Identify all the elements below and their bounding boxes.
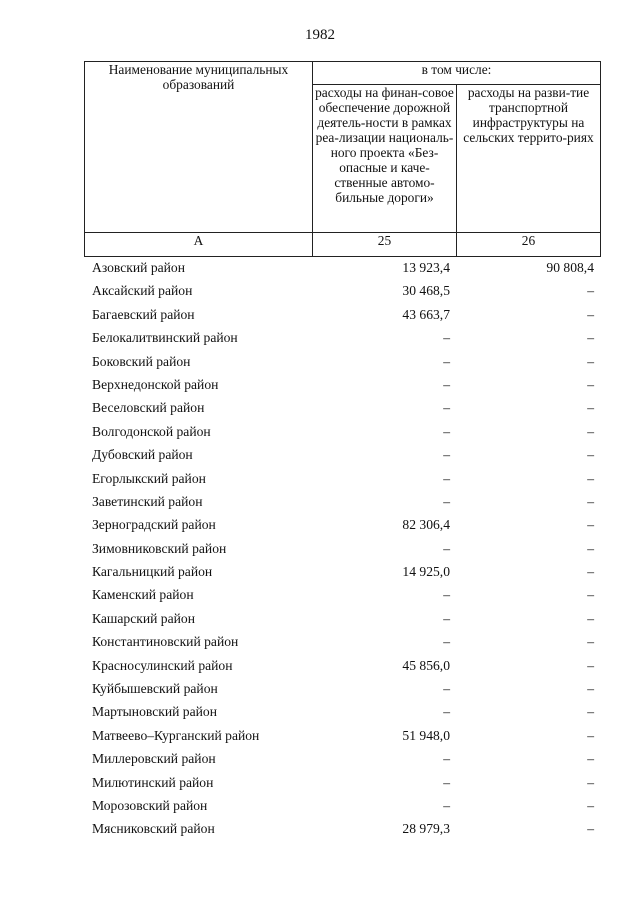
table-row [84,539,600,562]
table-header [84,61,601,257]
table-row [84,492,600,515]
row-value-25: – [443,470,450,486]
row-value-26: – [587,704,594,720]
row-value-25: – [443,376,450,392]
row-value-25: – [443,400,450,416]
row-name: Кашарский район [92,610,195,626]
table-row [84,819,600,842]
row-name: Матвеево–Курганский район [92,727,260,743]
row-value-26: – [587,657,594,673]
table-row [84,375,600,398]
row-value-26: – [587,470,594,486]
row-value-26: 90 808,4 [546,260,594,275]
row-value-25: – [443,797,450,813]
row-value-25: 45 856,0 [402,657,450,673]
table-row [84,328,600,351]
column-index-25: 25 [313,233,457,257]
row-value-25: 28 979,3 [402,821,450,837]
row-value-26: – [587,681,594,697]
table-row [84,749,600,772]
row-value-25: – [443,681,450,697]
row-value-25: – [443,634,450,650]
table-row [84,609,600,632]
row-name: Заветинский район [92,493,203,509]
table-row [84,562,600,585]
table-row [84,469,600,492]
row-value-26: – [587,751,594,767]
row-value-26: – [587,423,594,439]
row-name: Багаевский район [92,306,195,322]
row-name: Константиновский район [92,634,239,650]
column-group-header: в том числе: [313,62,601,85]
row-name: Веселовский район [92,400,205,416]
row-value-26: – [587,774,594,790]
table-row [84,632,600,655]
row-name: Милютинский район [92,774,214,790]
table-row [84,773,600,796]
row-value-25: – [443,353,450,369]
row-value-25: – [443,447,450,463]
table-row [84,585,600,608]
table-row [84,679,600,702]
table-row [84,515,600,538]
row-value-26: – [587,610,594,626]
row-name: Боковский район [92,353,191,369]
row-value-25: – [443,330,450,346]
table-row [84,796,600,819]
table-row [84,656,600,679]
row-name: Каменский район [92,587,194,603]
table-row [84,398,600,421]
row-value-25: – [443,751,450,767]
row-value-26: – [587,821,594,837]
row-value-26: – [587,564,594,580]
row-value-26: – [587,330,594,346]
row-value-26: – [587,283,594,299]
table-row [84,352,600,375]
row-name: Морозовский район [92,797,208,813]
row-value-25: – [443,704,450,720]
table-row [84,422,600,445]
row-value-26: – [587,376,594,392]
row-name: Мартыновский район [92,704,217,720]
row-name: Кагальницкий район [92,564,213,580]
row-name: Егорлыкский район [92,470,206,486]
row-value-25: 14 925,0 [402,564,450,580]
row-value-25: – [443,774,450,790]
row-name: Мясниковский район [92,821,215,837]
table-row [84,702,600,725]
row-value-25: 30 468,5 [402,283,450,299]
row-name: Красносулинский район [92,657,233,673]
row-name: Волгодонской район [92,423,211,439]
row-value-25: 43 663,7 [402,306,450,322]
row-value-26: – [587,587,594,603]
table-body [84,258,600,843]
row-name: Миллеровский район [92,751,216,767]
row-value-26: – [587,400,594,416]
row-value-25: 82 306,4 [402,517,450,533]
row-value-25: – [443,540,450,556]
row-value-26: – [587,540,594,556]
table-row [84,305,600,328]
page-number: 1982 [305,27,335,43]
column-index-26: 26 [457,233,601,257]
column-header-25: расходы на финан-совое обеспечение дорожной деятель-ности в рамках реа-лизации националь-ного проекта «Без-опасные и каче-ственные автомо-бильные дороги» [313,85,457,233]
row-value-25: – [443,493,450,509]
row-value-25: – [443,587,450,603]
table-row [84,281,600,304]
row-value-26: – [587,517,594,533]
column-index-a: А [85,233,313,257]
row-name: Аксайский район [92,283,193,299]
row-value-25: 51 948,0 [402,727,450,743]
table-row [84,258,600,281]
row-name: Зерноградский район [92,517,216,533]
row-value-26: – [587,306,594,322]
row-name: Дубовский район [92,447,193,463]
table-row [84,445,600,468]
row-name: Куйбышевский район [92,681,218,697]
row-value-25: – [443,610,450,626]
column-header-name: Наименование муниципальных образований [85,62,313,233]
row-value-25: 13 923,4 [402,260,450,275]
row-value-26: – [587,353,594,369]
row-name: Верхнедонской район [92,376,219,392]
table-row [84,726,600,749]
row-name: Зимовниковский район [92,540,227,556]
row-value-25: – [443,423,450,439]
row-value-26: – [587,727,594,743]
row-name: Азовский район [92,260,186,275]
row-name: Белокалитвинский район [92,330,238,346]
row-value-26: – [587,447,594,463]
column-header-26: расходы на разви-тие транспортной инфраструктуры на сельских террито-риях [457,85,601,233]
row-value-26: – [587,634,594,650]
row-value-26: – [587,797,594,813]
row-value-26: – [587,493,594,509]
